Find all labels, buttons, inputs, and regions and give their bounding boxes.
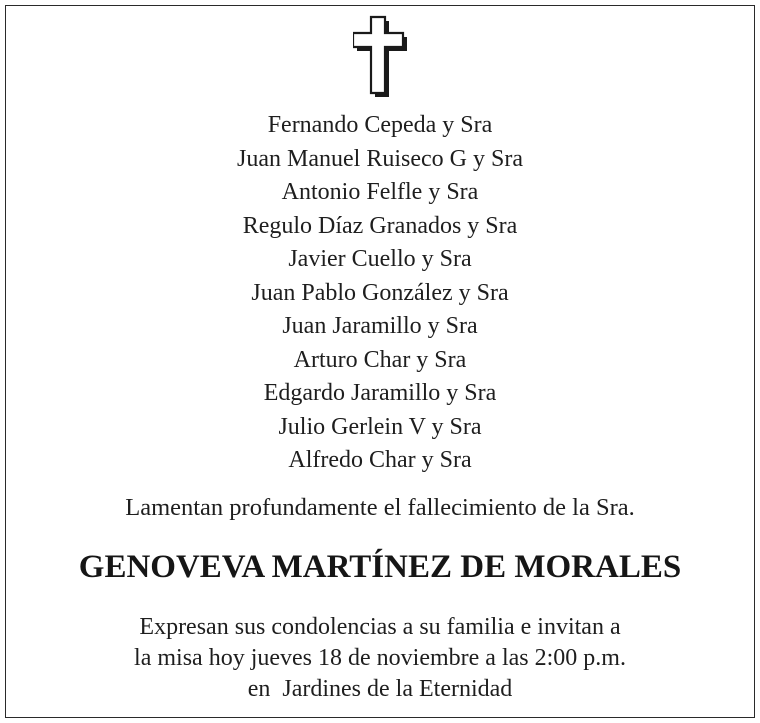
name-line: Antonio Felfle y Sra: [281, 179, 479, 205]
name-line: Edgardo Jaramillo y Sra: [263, 380, 497, 406]
name-line: Alfredo Char y Sra: [288, 447, 472, 473]
message-line: en Jardines de la Eternidad: [247, 676, 513, 702]
name-line: Juan Pablo González y Sra: [251, 279, 509, 306]
message-line: la misa hoy jueves 18 de noviembre a las 2:00 p.m.: [134, 645, 626, 671]
deceased-name: GENOVEVA MARTÍNEZ DE MORALES: [78, 549, 682, 585]
name-line: Fernando Cepeda y Sra: [267, 112, 493, 138]
lament-text: Lamentan profundamente el fallecimiento de la Sra.: [125, 494, 635, 521]
name-line: Regulo Díaz Granados y Sra: [242, 212, 518, 239]
names-list: [0, 109, 760, 478]
name-line: Juan Jaramillo y Sra: [282, 313, 478, 339]
condolence-message: [0, 612, 760, 705]
cross-icon: [353, 15, 409, 99]
message-line: Expresan sus condolencias a su familia e invitan a: [139, 614, 621, 640]
name-line: Julio Gerlein V y Sra: [278, 413, 482, 440]
name-line: Javier Cuello y Sra: [288, 246, 472, 272]
name-line: Arturo Char y Sra: [293, 346, 467, 373]
name-line: Juan Manuel Ruiseco G y Sra: [237, 145, 523, 172]
